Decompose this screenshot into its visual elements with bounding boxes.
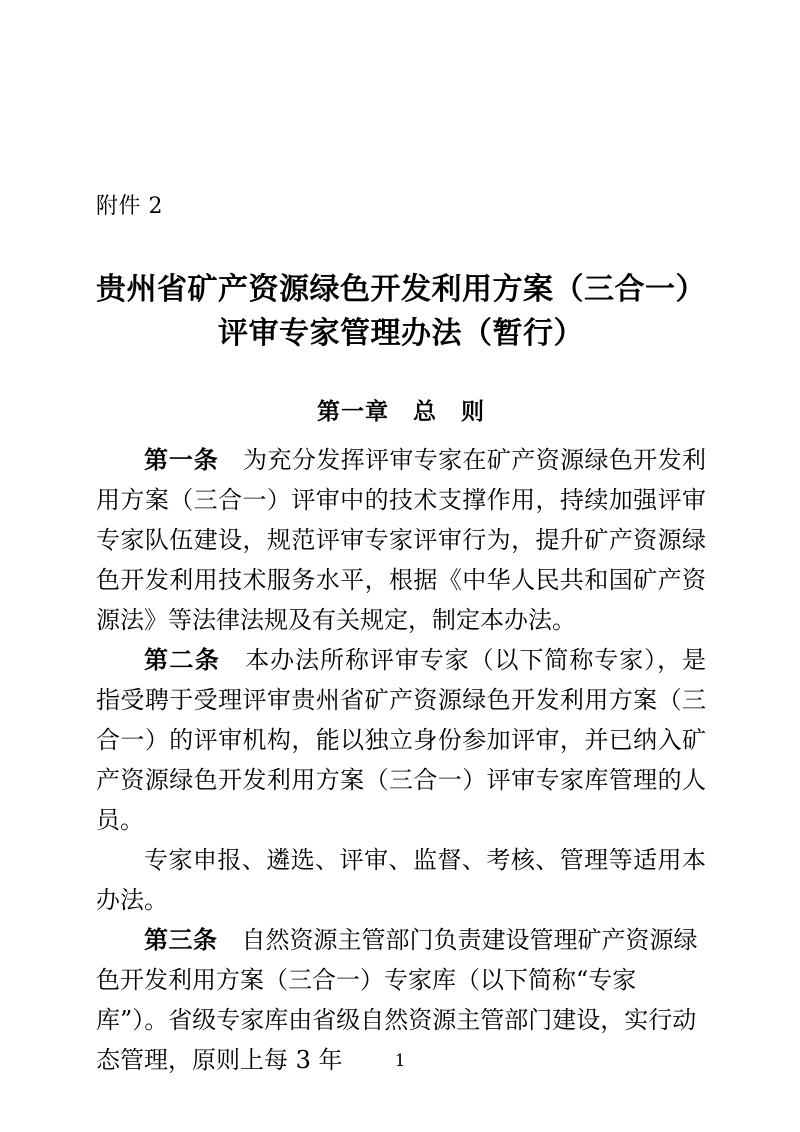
article-paragraph bbox=[96, 840, 706, 920]
page-number: 1 bbox=[394, 1051, 406, 1071]
document-title-line-2: 评审专家管理办法（暂行） bbox=[218, 316, 584, 351]
article-paragraph bbox=[96, 640, 706, 840]
chapter-heading: 第一章 总 则 bbox=[317, 399, 485, 425]
article-text: 本办法所称评审专家（以下简称专家），是指受聘于受理评审贵州省矿产资源绿色开发利用方案（三合一）的评审机构，能以独立身份参加评审，并已纳入矿产资源绿色开发利用方案（三合一）评审专家库管理的人员。 bbox=[96, 646, 706, 834]
article-marker: 第一条 bbox=[144, 446, 219, 474]
attachment-label: 附件 2 bbox=[96, 194, 163, 219]
body-text-block bbox=[96, 440, 706, 1080]
document-title-line-1: 贵州省矿产资源绿色开发利用方案（三合一） bbox=[96, 272, 706, 307]
article-marker: 第三条 bbox=[144, 926, 218, 954]
article-text: 为充分发挥评审专家在矿产资源绿色开发利用方案（三合一）评审中的技术支撑作用，持续加强评审专家队伍建设，规范评审专家评审行为，提升矿产资源绿色开发利用技术服务水平，根据《中华人民共和国矿产资源法》等法律法规及有关规定，制定本办法。 bbox=[96, 446, 707, 634]
article-text: 专家申报、遴选、评审、监督、考核、管理等适用本办法。 bbox=[96, 846, 706, 914]
article-text: 自然资源主管部门负责建设管理矿产资源绿色开发利用方案（三合一）专家库（以下简称“专家库”）。省级专家库由省级自然资源主管部门建设，实行动态管理，原则上每 3 年 bbox=[96, 926, 698, 1074]
document-title bbox=[96, 268, 706, 356]
article-marker: 第二条 bbox=[144, 646, 221, 674]
article-paragraph bbox=[96, 440, 706, 640]
